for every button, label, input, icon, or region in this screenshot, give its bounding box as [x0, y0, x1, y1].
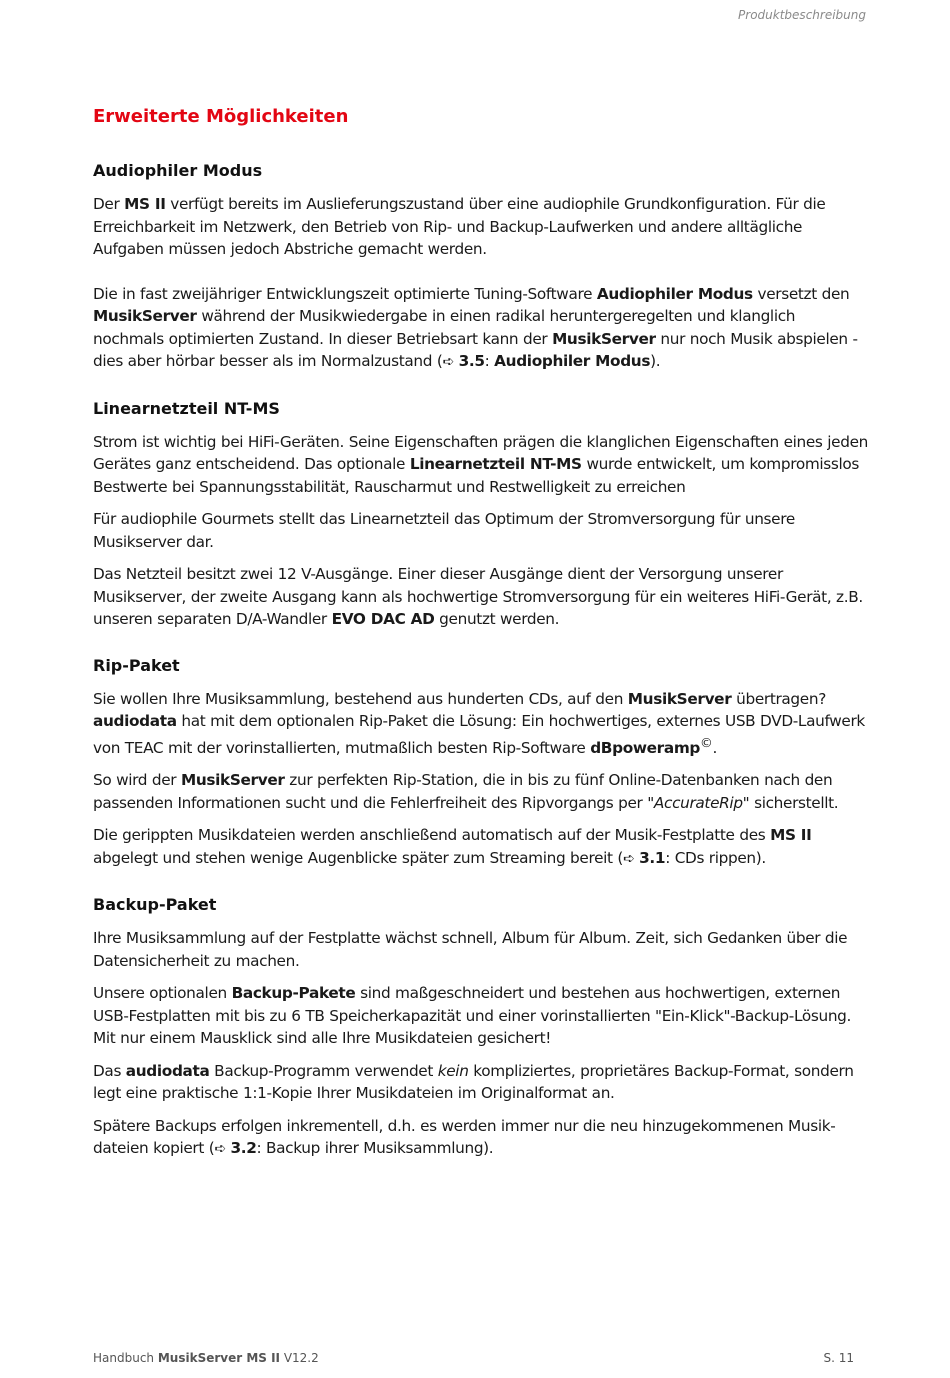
footer-page-number: S. 11 — [823, 1351, 854, 1365]
paragraph: Die gerippten Musikdateien werden anschließend automatisch auf der Musik-Festplatte des MS II abgelegt und stehen wenige Augenblicke später zum Streaming bereit (➪ 3.1: CDs rippen). — [93, 826, 812, 867]
section-rip-paket — [93, 656, 868, 871]
paragraph: Für audiophile Gourmets stellt das Linearnetzteil das Optimum der Stromversorgung für unsere Musikserver dar. — [93, 510, 795, 551]
section-heading: Backup-Paket — [93, 895, 217, 915]
section-heading: Audiophiler Modus — [93, 161, 263, 180]
section-linearnetzteil — [93, 399, 868, 631]
paragraph: Spätere Backups erfolgen inkrementell, d.h. es werden immer nur die neu hinzugekommenen Musik-dateien kopiert (➪ 3.2: Backup ihrer Musiksammlung). — [93, 1116, 836, 1158]
header-label: Produktbeschreibung — [738, 8, 866, 22]
page-title: Erweiterte Möglichkeiten — [93, 106, 349, 127]
section-heading: Linearnetzteil NT-MS — [93, 398, 280, 418]
arrow-icon: ➪ — [442, 354, 454, 370]
paragraph: Sie wollen Ihre Musiksammlung, bestehend aus hunderten CDs, auf den MusikServer übertragen? audiodata hat mit dem optionalen Rip-Paket die Lösung: Ein hochwertiges, externes USB DVD-Laufwerk von TEAC mit der vorinstallierten, mutmaßlich besten Rip-Software dBpoweramp©. — [93, 689, 865, 757]
arrow-icon: ➪ — [623, 850, 635, 867]
section-audiophiler-modus — [93, 161, 868, 374]
section-heading: Rip-Paket — [93, 655, 180, 675]
paragraph: Strom ist wichtig bei HiFi-Geräten. Seine Eigenschaften prägen die klanglichen Eigenschaften eines jeden Gerätes ganz entscheidend. Das optionale Linearnetzteil NT-MS wurde entwickelt, um kompromisslos Bestwerte bei Spannungsstabilität, Rauscharmut und Restwelligkeit zu erreichen — [93, 432, 868, 496]
paragraph: So wird der MusikServer zur perfekten Rip-Station, die in bis zu fünf Online-Datenbanken nach den passenden Informationen sucht und die Fehlerfreiheit des Ripvorgangs per "AccurateRip" sicherstellt. — [93, 771, 839, 812]
paragraph: Die in fast zweijähriger Entwicklungszeit optimierte Tuning-Software Audiophiler Modus versetzt den MusikServer während der Musikwiedergabe in einen radikal heruntergeregelten und klanglich nochmals optimierten Zustand. In dieser Betriebsart kann der MusikServer nur noch Musik abspielen - dies aber hörbar besser als im Normalzustand (➪ 3.5: Audiophiler Modus). — [93, 284, 858, 370]
paragraph: Das Netzteil besitzt zwei 12 V-Ausgänge. Einer dieser Ausgänge dient der Versorgung unserer Musikserver, der zweite Ausgang kann als hochwertige Stromversorgung für ein weiteres HiFi-Gerät, z.B. unseren separaten D/A-Wandler EVO DAC AD genutzt werden. — [93, 565, 863, 628]
paragraph: Der MS II verfügt bereits im Auslieferungszustand über eine audiophile Grundkonfiguration. Für die Erreichbarkeit im Netzwerk, den Betrieb von Rip- und Backup-Laufwerken und andere alltägliche Aufgaben müssen jedoch Abstriche gemacht werden. — [93, 195, 826, 258]
section-backup-paket — [93, 895, 868, 1161]
paragraph: Unsere optionalen Backup-Pakete sind maßgeschneidert und bestehen aus hochwertigen, externen USB-Festplatten mit bis zu 6 TB Speicherkapazität und einer vorinstallierten "Ein-Klick"-Backup-Lösung. Mit nur einem Mausklick sind alle Ihre Musikdateien gesichert! — [93, 984, 852, 1048]
arrow-icon: ➪ — [214, 1141, 226, 1158]
footer-manual-title: Handbuch MusikServer MS II V12.2 — [93, 1351, 319, 1365]
page-content — [93, 106, 868, 1186]
paragraph: Das audiodata Backup-Programm verwendet kein kompliziertes, proprietäres Backup-Format, sondern legt eine praktische 1:1-Kopie Ihrer Musikdateien im Originalformat an. — [93, 1061, 854, 1103]
paragraph: Ihre Musiksammlung auf der Festplatte wächst schnell, Album für Album. Zeit, sich Gedanken über die Datensicherheit zu machen. — [93, 929, 848, 970]
